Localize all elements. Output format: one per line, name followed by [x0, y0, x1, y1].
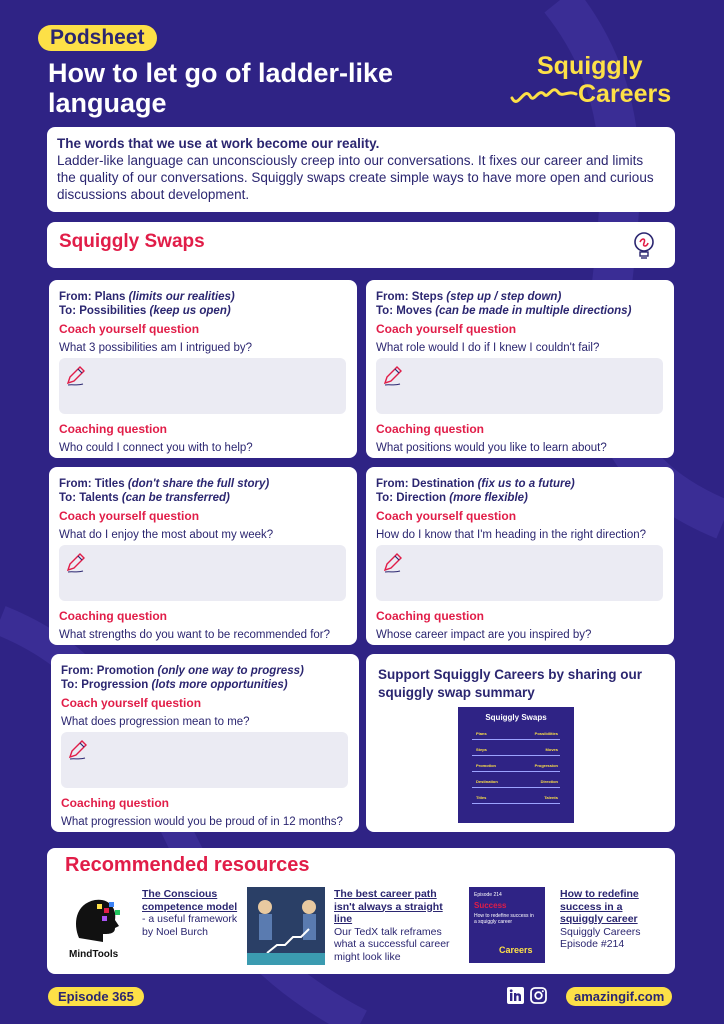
- swap-card-promotion: [51, 654, 359, 832]
- website-link[interactable]: amazingif.com: [566, 987, 672, 1006]
- coach-yourself-question: What do I enjoy the most about my week?: [59, 529, 274, 541]
- intro-body: Ladder-like language can unconsciously creep into our conversations. It fixes our career and limits the quality of our conversations. Squiggly swaps create simple ways to have more open and curious discussions about development.: [57, 153, 654, 202]
- to-label: To: Moves: [376, 305, 433, 317]
- from-label: From: Titles: [59, 478, 125, 490]
- coach-yourself-heading: Coach yourself question: [61, 696, 202, 710]
- support-card: [366, 654, 675, 832]
- resource-item: The best career path isn't always a straight line Our TedX talk reframes what a successful career might look like: [334, 888, 454, 963]
- swaps-title: Squiggly Swaps: [59, 231, 205, 252]
- resource-link[interactable]: The Conscious competence model: [142, 888, 238, 913]
- to-note: (lots more opportunities): [151, 679, 288, 691]
- from-note: (limits our realities): [128, 291, 235, 303]
- from-note: (don't share the full story): [127, 478, 270, 490]
- episode-badge: Episode 365: [48, 987, 144, 1006]
- answer-box[interactable]: [376, 358, 663, 414]
- thumbnail-row: Destination Direction: [466, 779, 566, 793]
- to-label: To: Direction: [376, 492, 447, 504]
- to-note: (can be transferred): [121, 492, 230, 504]
- to-label: To: Progression: [61, 679, 149, 691]
- resource-link[interactable]: How to redefine success in a squiggly career: [560, 888, 639, 925]
- coach-yourself-question: How do I know that I'm heading in the right direction?: [376, 529, 647, 541]
- answer-box[interactable]: [376, 545, 663, 601]
- to-label: To: Talents: [59, 492, 119, 504]
- to-note: (can be made in multiple directions): [435, 305, 632, 317]
- to-note: (more flexible): [449, 492, 528, 504]
- swap-card-plans: [49, 280, 357, 458]
- thumbnail-row: Promotion Progression: [466, 763, 566, 777]
- social-links: [507, 987, 547, 1004]
- thumbnail-row: Steps Moves: [466, 747, 566, 761]
- coach-yourself-heading: Coach yourself question: [376, 322, 517, 336]
- thumbnail-title: Squiggly Swaps: [485, 713, 547, 722]
- from-note: (only one way to progress): [157, 665, 304, 677]
- coach-yourself-heading: Coach yourself question: [59, 322, 200, 336]
- coaching-heading: Coaching question: [59, 422, 167, 436]
- swap-card-titles: [49, 467, 357, 645]
- swap-card-steps: [366, 280, 674, 458]
- instagram-icon[interactable]: [530, 987, 547, 1004]
- page-title: How to let go of ladder-like language: [48, 58, 394, 118]
- from-note: (fix us to a future): [477, 478, 575, 490]
- pencil-icon: [65, 551, 87, 573]
- coaching-question: Whose career impact are you inspired by?: [376, 629, 592, 641]
- resource-item: How to redefine success in a squiggly career Squiggly Careers Episode #214: [560, 888, 665, 951]
- pencil-icon: [65, 364, 87, 386]
- resources-title: Recommended resources: [65, 854, 310, 876]
- thumbnail-row: Plans Possibilities: [466, 731, 566, 745]
- pencil-icon: [382, 364, 404, 386]
- swap-summary-thumbnail[interactable]: [458, 707, 574, 823]
- mindtools-logo: MindTools: [69, 894, 131, 960]
- podsheet-badge: Podsheet: [38, 25, 157, 51]
- answer-box[interactable]: [59, 545, 346, 601]
- from-label: From: Steps: [376, 291, 444, 303]
- coaching-question: What progression would you be proud of in 12 months?: [61, 816, 343, 828]
- pencil-icon: [382, 551, 404, 573]
- answer-box[interactable]: [59, 358, 346, 414]
- intro-heading: The words that we use at work become our reality.: [57, 136, 380, 151]
- coaching-heading: Coaching question: [376, 422, 484, 436]
- head-profile-icon: [69, 894, 131, 944]
- intro-card: [47, 127, 675, 212]
- episode-214-thumbnail[interactable]: Episode 214 Success How to redefine success in a squiggly career Careers: [469, 887, 545, 963]
- coach-yourself-question: What does progression mean to me?: [61, 716, 250, 728]
- pencil-icon: [67, 738, 89, 760]
- tedx-talk-photo[interactable]: [247, 887, 325, 965]
- coaching-heading: Coaching question: [59, 609, 167, 623]
- coaching-question: Who could I connect you with to help?: [59, 442, 253, 454]
- from-note: (step up / step down): [446, 291, 562, 303]
- swaps-header: [47, 222, 675, 268]
- squiggly-careers-logo: Squiggly Careers: [510, 52, 680, 114]
- linkedin-icon[interactable]: [507, 987, 524, 1004]
- support-title: Support Squiggly Careers by sharing our squiggly swap summary: [378, 667, 643, 700]
- to-note: (keep us open): [149, 305, 231, 317]
- coach-yourself-question: What role would I do if I knew I couldn't fail?: [376, 342, 600, 354]
- from-label: From: Promotion: [61, 665, 155, 677]
- coaching-question: What positions would you like to learn about?: [376, 442, 607, 454]
- coach-yourself-question: What 3 possibilities am I intrigued by?: [59, 342, 253, 354]
- resource-link[interactable]: The best career path isn't always a straight line: [334, 888, 443, 925]
- from-label: From: Destination: [376, 478, 475, 490]
- coaching-heading: Coaching question: [61, 796, 169, 810]
- resource-item: The Conscious competence model - a useful framework by Noel Burch: [142, 888, 238, 938]
- thumbnail-row: Titles Talents: [466, 795, 566, 809]
- from-label: From: Plans: [59, 291, 126, 303]
- swap-card-destination: [366, 467, 674, 645]
- coach-yourself-heading: Coach yourself question: [59, 509, 200, 523]
- to-label: To: Possibilities: [59, 305, 147, 317]
- squiggle-icon: [510, 80, 580, 112]
- coaching-question: What strengths do you want to be recommended for?: [59, 629, 331, 641]
- answer-box[interactable]: [61, 732, 348, 788]
- resources-card: [47, 848, 675, 974]
- coaching-heading: Coaching question: [376, 609, 484, 623]
- coach-yourself-heading: Coach yourself question: [376, 509, 517, 523]
- lightbulb-icon: [631, 230, 657, 262]
